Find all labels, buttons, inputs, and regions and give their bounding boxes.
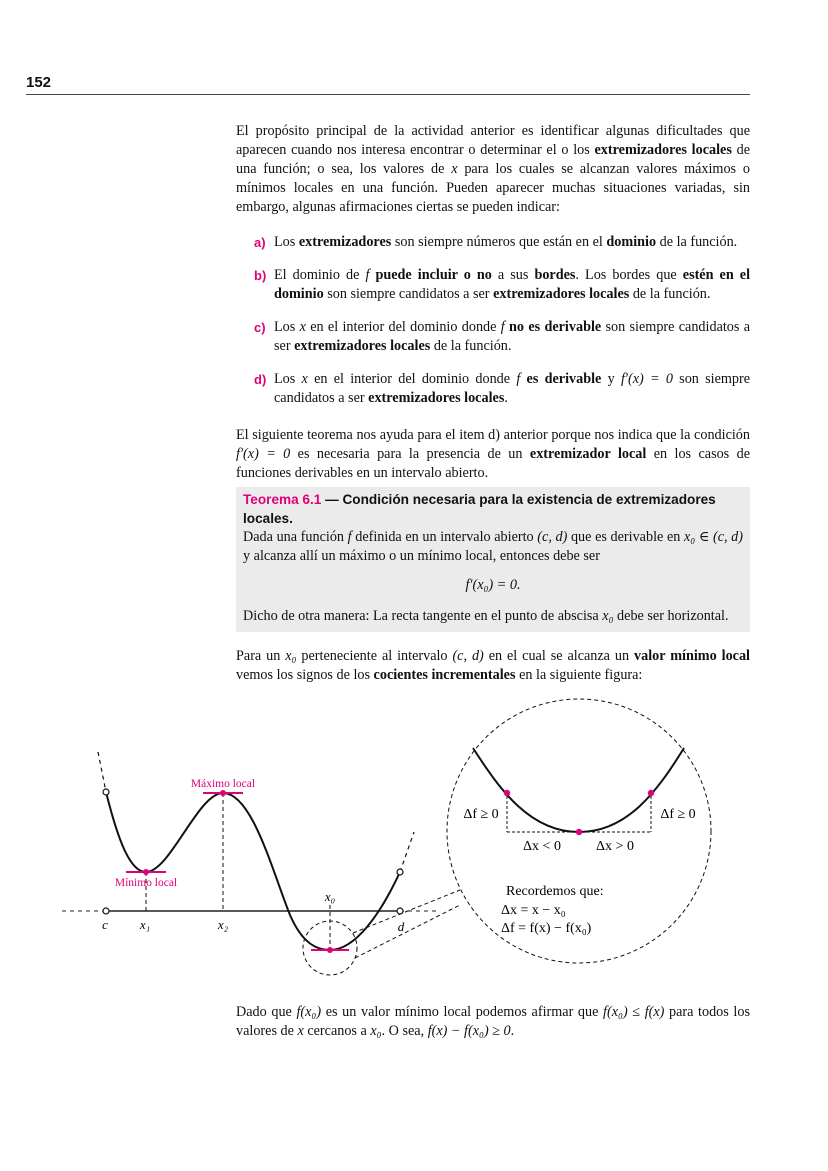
x0-point bbox=[327, 947, 333, 953]
text: Dado que bbox=[236, 1004, 297, 1020]
math-expr: x₀ bbox=[602, 608, 614, 624]
text: Dada una función bbox=[243, 529, 348, 545]
df-right-label: Δf ≥ 0 bbox=[660, 807, 696, 822]
theorem-label: Teorema 6.1 bbox=[243, 492, 322, 507]
recall-title: Recordemos que: bbox=[506, 884, 604, 899]
item-label: b) bbox=[254, 268, 267, 283]
text: es un valor mínimo local podemos afirmar que bbox=[321, 1004, 604, 1020]
math-expr: f(x₀) ≤ f(x) bbox=[603, 1004, 665, 1020]
text: y alcanza allí un máximo o un mínimo local, entonces debe ser bbox=[243, 548, 600, 564]
open-endpoint-left bbox=[103, 789, 109, 795]
list-item-b bbox=[236, 266, 750, 304]
text: son siempre candidatos a ser bbox=[274, 371, 751, 406]
bold-term: dominio bbox=[606, 234, 657, 250]
text: que es derivable en bbox=[567, 529, 684, 545]
theorem-title: — Condición necesaria para la existencia de extremizadores locales. bbox=[243, 492, 716, 526]
text: El propósito principal de la actividad anterior es identificar algunas dificultades que aparecen cuando nos interesa encontrar o determinar el o los bbox=[236, 123, 750, 158]
theorem-formula: f′(x₀) = 0. bbox=[465, 577, 521, 593]
local-extrema-figure bbox=[0, 690, 828, 990]
bold-term: no es derivable bbox=[509, 319, 602, 335]
bold-term: cocientes incrementales bbox=[373, 667, 516, 683]
theorem-statement bbox=[243, 528, 743, 566]
text: de la función. bbox=[656, 234, 738, 250]
conclusion-paragraph bbox=[236, 1003, 750, 1041]
zoom-center-point bbox=[576, 829, 582, 835]
item-label: a) bbox=[254, 235, 266, 250]
recall-dx: Δx = x − x₀ bbox=[501, 903, 566, 918]
math-expr: x₀ bbox=[370, 1023, 382, 1039]
text: y bbox=[601, 371, 621, 387]
tick-c: c bbox=[102, 917, 108, 932]
text: de la función. bbox=[629, 286, 711, 302]
text: definida en un intervalo abierto bbox=[351, 529, 538, 545]
list-item-a bbox=[236, 233, 750, 252]
math-expr: x₀ ∈ (c, d) bbox=[683, 529, 743, 545]
text: de la función. bbox=[430, 338, 512, 354]
math-x: x bbox=[451, 161, 458, 177]
list-item-d bbox=[236, 370, 750, 408]
bold-term: extremizadores bbox=[298, 234, 392, 250]
bold-term: extremizadores locales bbox=[294, 338, 431, 354]
min-point bbox=[143, 869, 149, 875]
math-f: f bbox=[365, 267, 370, 283]
curve-dashed-right bbox=[400, 832, 414, 872]
max-label: Máximo local bbox=[190, 778, 256, 790]
header-rule bbox=[26, 94, 750, 95]
text: son siempre números que están en el bbox=[391, 234, 607, 250]
page-number: 152 bbox=[26, 74, 52, 91]
df-left-label: Δf ≥ 0 bbox=[463, 807, 499, 822]
math-expr: f(x₀) bbox=[296, 1004, 322, 1020]
text: en la siguiente figura: bbox=[515, 667, 643, 683]
zoom-right-point bbox=[648, 790, 654, 796]
bold-term: extremizadores locales bbox=[594, 142, 732, 158]
math-x: x bbox=[297, 1023, 304, 1039]
tick-x0: x₀ bbox=[324, 889, 336, 904]
text: de una función; o sea, los valores de bbox=[236, 142, 750, 177]
text: es necesaria para la presencia de un bbox=[290, 446, 530, 462]
text: debe ser horizontal. bbox=[613, 608, 729, 624]
text: . bbox=[510, 1023, 515, 1039]
text: en el interior del dominio donde bbox=[307, 371, 517, 387]
text: perteneciente al intervalo bbox=[296, 648, 453, 664]
list-item-c bbox=[236, 318, 750, 356]
curve-dashed-left bbox=[98, 752, 106, 792]
min-label: Mínimo local bbox=[114, 877, 178, 889]
bold-term: extremizadores locales bbox=[368, 390, 505, 406]
text: en el interior del dominio donde bbox=[305, 319, 501, 335]
dx-right-label: Δx > 0 bbox=[596, 839, 634, 854]
item-label: d) bbox=[254, 372, 267, 387]
math-expr: (c, d) bbox=[537, 529, 568, 545]
theorem-intro-paragraph bbox=[236, 426, 750, 483]
math-f: f bbox=[347, 529, 352, 545]
text: son siempre candidatos a ser bbox=[274, 319, 751, 354]
item-label: c) bbox=[254, 320, 266, 335]
recall-df: Δf = f(x) − f(x₀) bbox=[501, 921, 592, 936]
theorem-heading bbox=[243, 490, 743, 528]
text: Para un bbox=[236, 648, 286, 664]
text: El siguiente teorema nos ayuda para el item d) anterior porque nos indica que la condición bbox=[236, 427, 750, 443]
bold-term: estén en el dominio bbox=[274, 267, 751, 302]
math-x: x bbox=[299, 319, 306, 335]
text: . bbox=[504, 390, 508, 406]
tick-x1: x₁ bbox=[139, 917, 151, 932]
math-expr: (c, d) bbox=[452, 648, 484, 664]
text: en los casos de funciones derivables en un intervalo abierto. bbox=[236, 446, 750, 481]
zoom-left-point bbox=[504, 790, 510, 796]
text: Los bbox=[274, 234, 299, 250]
bold-term: extremizador local bbox=[529, 446, 647, 462]
bold-term: extremizadores locales bbox=[493, 286, 630, 302]
math-expr: x₀ bbox=[285, 648, 297, 664]
open-endpoint-right bbox=[397, 869, 403, 875]
math-f: f bbox=[516, 371, 521, 387]
text: . Los bordes que bbox=[575, 267, 683, 283]
text: para todos los valores de bbox=[236, 1004, 750, 1039]
math-expr: f′(x) = 0 bbox=[620, 371, 673, 387]
math-x: x bbox=[301, 371, 308, 387]
max-point bbox=[220, 790, 226, 796]
text: Los bbox=[274, 319, 300, 335]
theorem-remark bbox=[243, 607, 743, 626]
theorem-box bbox=[236, 487, 750, 632]
bold-term: es derivable bbox=[526, 371, 602, 387]
zoom-connector-bottom bbox=[355, 905, 460, 958]
open-endpoint-c bbox=[103, 908, 109, 914]
bold-term: bordes bbox=[534, 267, 576, 283]
zoom-curve bbox=[473, 748, 684, 832]
bold-term: puede incluir o no bbox=[375, 267, 492, 283]
intro-paragraph bbox=[236, 122, 750, 217]
text: . O sea, bbox=[381, 1023, 428, 1039]
text: para los cuales se alcanzan valores máximos o mínimos locales en una función. Pueden aparecer muchas situaciones variadas, sin embargo, algunas afirmaciones ciertas se pueden indicar: bbox=[236, 161, 750, 215]
tick-x2: x₂ bbox=[217, 917, 229, 932]
figure-intro-paragraph bbox=[236, 647, 750, 685]
dx-left-label: Δx < 0 bbox=[523, 839, 561, 854]
math-expr: f′(x) = 0 bbox=[236, 446, 291, 462]
text: son siempre candidatos a ser bbox=[323, 286, 494, 302]
text: El dominio de bbox=[274, 267, 366, 283]
text: Dicho de otra manera: La recta tangente en el punto de abscisa bbox=[243, 608, 603, 624]
claims-list bbox=[236, 233, 750, 408]
tick-d: d bbox=[397, 919, 405, 934]
bold-term: valor mínimo local bbox=[634, 648, 750, 664]
text: en el cual se alcanza un bbox=[483, 648, 635, 664]
text: vemos los signos de los bbox=[236, 667, 374, 683]
text: cercanos a bbox=[303, 1023, 371, 1039]
text: Los bbox=[274, 371, 302, 387]
math-expr: f(x) − f(x₀) ≥ 0 bbox=[427, 1023, 511, 1039]
math-f: f bbox=[500, 319, 505, 335]
text: a sus bbox=[491, 267, 535, 283]
